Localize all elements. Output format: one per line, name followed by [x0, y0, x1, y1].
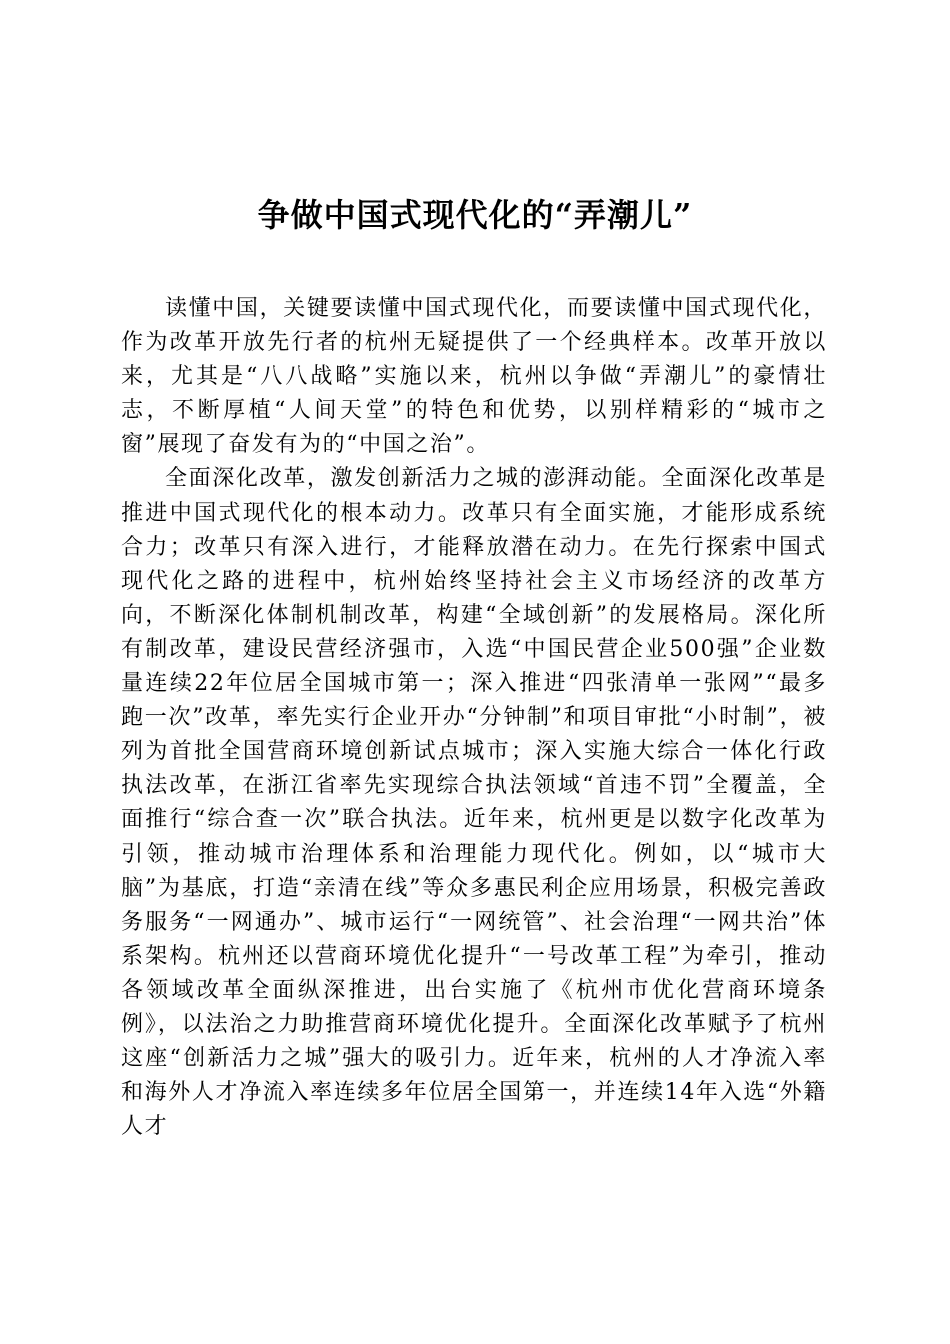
paragraph-1: 读懂中国，关键要读懂中国式现代化，而要读懂中国式现代化，作为改革开放先行者的杭州无疑提供了一个经典样本。改革开放以来，尤其是“八八战略”实施以来，杭州以争做“弄潮儿”的豪情壮志，不断厚植“人间天堂”的特色和优势，以别样精彩的“城市之窗”展现了奋发有为的“中国之治”。 — [121, 296, 827, 458]
document-title: 争做中国式现代化的“弄潮儿” — [257, 196, 693, 234]
paragraph-2: 全面深化改革，激发创新活力之城的澎湃动能。全面深化改革是推进中国式现代化的根本动力。改革只有全面实施，才能形成系统合力；改革只有深入进行，才能释放潜在动力。在先行探索中国式现代化之路的进程中，杭州始终坚持社会主义市场经济的改革方向，不断深化体制机制改革，构建“全域创新”的发展格局。深化所有制改革，建设民营经济强市，入选“中国民营企业500强”企业数量连续22年位居全国城市第一；深入推进“四张清单一张网”“最多跑一次”改革，率先实行企业开办“分钟制”和项目审批“小时制”，被列为首批全国营商环境创新试点城市；深入实施大综合一体化行政执法改革，在浙江省率先实现综合执法领域“首违不罚”全覆盖，全面推行“综合查一次”联合执法。近年来，杭州更是以数字化改革为引领，推动城市治理体系和治理能力现代化。例如，以“城市大脑”为基底，打造“亲清在线”等众多惠民利企应用场景，积极完善政务服务“一网通办”、城市运行“一网统管”、社会治理“一网共治”体系架构。杭州还以营商环境优化提升“一号改革工程”为牵引，推动各领域改革全面纵深推进，出台实施了《杭州市优化营商环境条例》，以法治之力助推营商环境优化提升。全面深化改革赋予了杭州这座“创新活力之城”强大的吸引力。近年来，杭州的人才净流入率和海外人才净流入率连续多年位居全国第一，并连续14年入选“外籍人才 — [121, 466, 827, 1140]
document-body — [121, 292, 827, 1144]
